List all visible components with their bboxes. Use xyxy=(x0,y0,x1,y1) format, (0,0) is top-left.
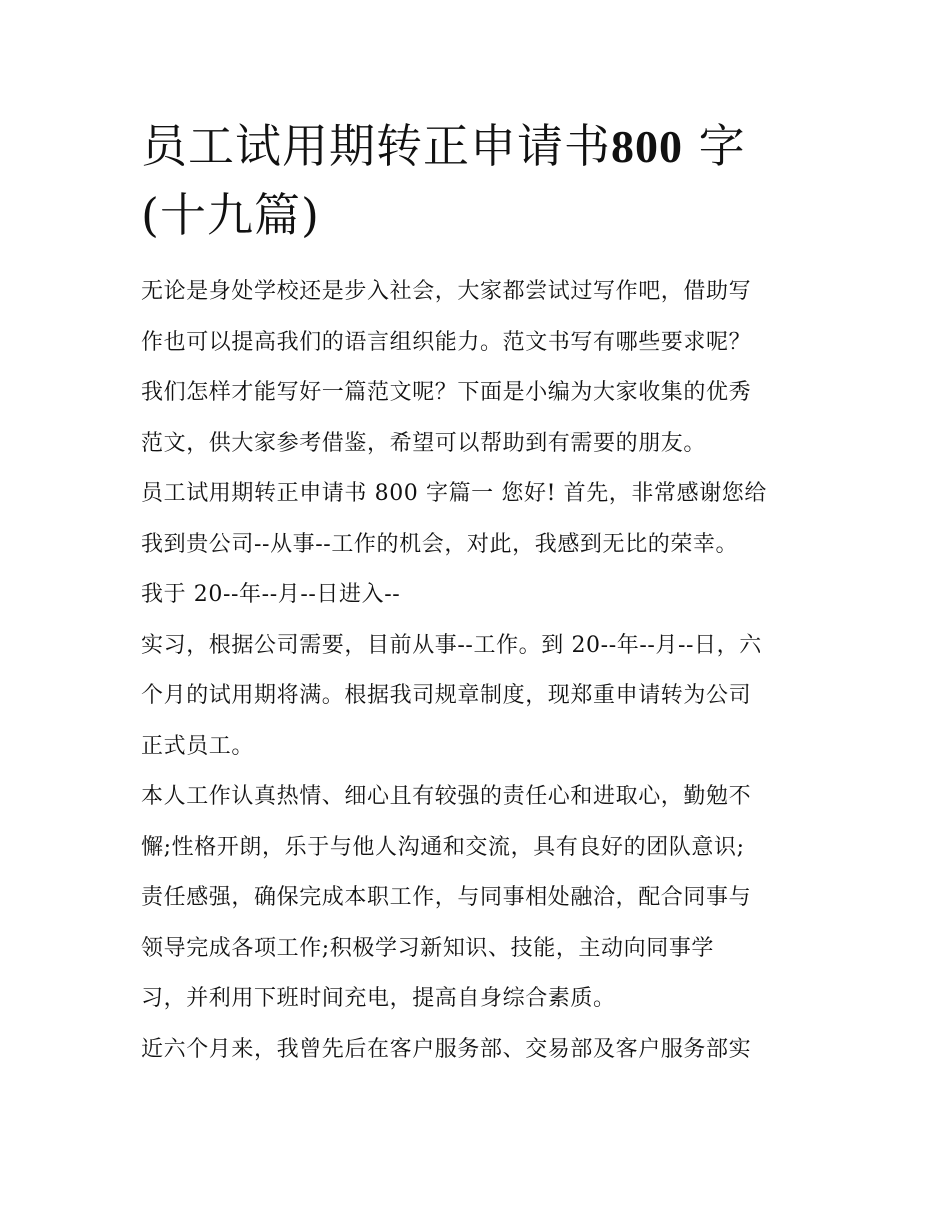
text-line: 正式员工。 xyxy=(141,733,255,759)
title-text: 员工试用期转正申请书 xyxy=(141,119,611,173)
text-line: 懈;性格开朗，乐于与他人沟通和交流，具有良好的团队意识; xyxy=(141,834,745,860)
text-line: 近六个月来，我曾先后在客户服务部、交易部及客户服务部实 xyxy=(141,1036,752,1062)
text-line: 我到贵公司--从事--工作的机会，对此，我感到无比的荣幸。 xyxy=(141,531,739,557)
text-line: 我于 20--年--月--日进入-- xyxy=(141,582,401,607)
text-line: 无论是身处学校还是步入社会，大家都尝试过写作吧，借助写 xyxy=(141,279,752,304)
text-line: 实习，根据公司需要，目前从事--工作。到 20--年--月--日，六 xyxy=(141,632,762,658)
text-line: 员工试用期转正申请书 800 字篇一 您好! 首先，非常感谢您给 xyxy=(141,481,768,506)
title-line-2: (十九篇) xyxy=(141,188,320,242)
title-number: 800 xyxy=(611,121,683,172)
document-page xyxy=(141,112,813,1075)
text-line: 责任感强，确保完成本职工作，与同事相处融洽，配合同事与 xyxy=(141,885,752,910)
paragraph-internship xyxy=(141,621,813,773)
text-line: 范文，供大家参考借鉴，希望可以帮助到有需要的朋友。 xyxy=(141,430,707,456)
paragraph-self-evaluation xyxy=(141,772,813,1025)
paragraph-greeting xyxy=(141,469,813,621)
title-line-1 xyxy=(141,112,813,181)
document-title xyxy=(141,112,813,249)
text-line: 我们怎样才能写好一篇范文呢？下面是小编为大家收集的优秀 xyxy=(141,380,752,405)
text-line: 个月的试用期将满。根据我司规章制度，现郑重申请转为公司 xyxy=(141,683,752,708)
text-line: 作也可以提高我们的语言组织能力。范文书写有哪些要求呢？ xyxy=(141,329,752,355)
text-line: 领导完成各项工作;积极学习新知识、技能，主动向同事学 xyxy=(141,935,715,961)
paragraph-intro xyxy=(141,267,813,469)
title-unit: 字 xyxy=(698,119,746,173)
text-line: 习，并利用下班时间充电，提高自身综合素质。 xyxy=(141,986,616,1011)
paragraph-experience xyxy=(141,1025,813,1076)
text-line: 本人工作认真热情、细心且有较强的责任心和进取心，勤勉不 xyxy=(141,784,752,809)
